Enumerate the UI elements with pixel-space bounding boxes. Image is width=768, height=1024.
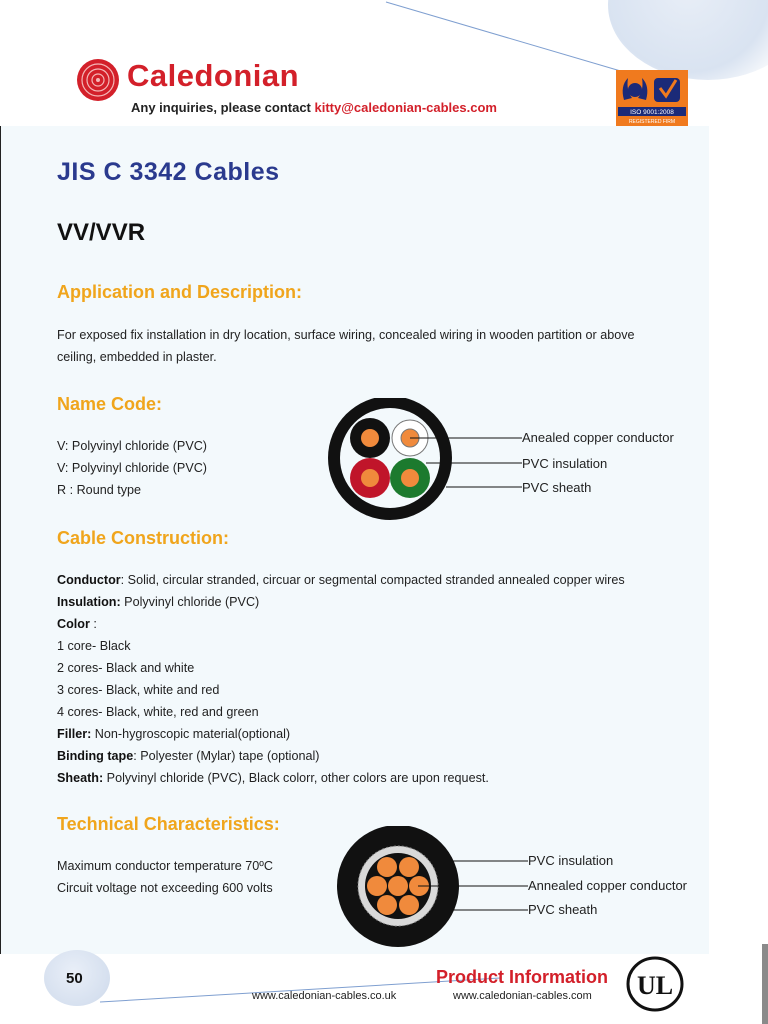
diagram-label-sheath: PVC sheath [522, 480, 592, 495]
diagram-label-conductor: Anealed copper conductor [522, 430, 674, 445]
ul-mark-text: UL [636, 971, 674, 1000]
insulation-row [57, 591, 625, 613]
diagram-label-insulation: PVC insulation [522, 456, 608, 471]
application-heading: Application and Description: [57, 282, 303, 302]
sheath-label: Sheath: [57, 771, 104, 785]
page-number: 50 [66, 970, 83, 987]
name-code-item: V: Polyvinyl chloride (PVC) [57, 461, 208, 475]
conductor-text: : Solid, circular stranded, circuar or segmental compacted stranded annealed copper wires [120, 573, 625, 587]
binding-label: Binding tape [57, 749, 134, 763]
sheath-row [57, 767, 625, 789]
construction-details [57, 569, 625, 789]
binding-text: : Polyester (Mylar) tape (optional) [133, 749, 320, 763]
technical-heading: Technical Characteristics: [57, 814, 280, 834]
color-label: Color [57, 617, 90, 631]
application-text [57, 324, 635, 368]
name-code-heading: Name Code: [57, 394, 163, 414]
conductor-row [57, 569, 625, 591]
color-option: 4 cores- Black, white, red and green [57, 705, 259, 719]
filler-row [57, 723, 625, 745]
contact-prefix: Any inquiries, please contact [131, 100, 315, 115]
name-code-item: R : Round type [57, 483, 142, 497]
insulation-label: Insulation: [57, 595, 121, 609]
filler-text: Non-hygroscopic material(optional) [91, 727, 291, 741]
iso-certification-badge [616, 70, 688, 126]
cable-cross-section-diagram [326, 398, 706, 520]
contact-email-link[interactable]: kitty@caledonian-cables.com [314, 100, 497, 115]
website-uk-link[interactable]: www.caledonian-cables.co.uk [252, 990, 397, 1002]
page-edge-tab [762, 944, 768, 1024]
ul-certification-icon [626, 956, 684, 1012]
construction-heading: Cable Construction: [57, 528, 230, 548]
contact-line [131, 100, 497, 115]
page-title: JIS C 3342 Cables [57, 158, 280, 186]
caledonian-logo-icon [76, 58, 120, 102]
diagram-label-insulation: PVC insulation [528, 853, 614, 868]
color-row [57, 613, 625, 635]
iso-sub-label: REGISTERED FIRM [628, 119, 676, 125]
product-subtitle: VV/VVR [57, 219, 146, 246]
conductor-label: Conductor [57, 573, 121, 587]
color-option: 1 core- Black [57, 639, 131, 653]
application-line: ceiling, embedded in plaster. [57, 350, 217, 364]
insulation-text: Polyvinyl chloride (PVC) [120, 595, 260, 609]
diagram-label-conductor: Annealed copper conductor [528, 878, 688, 893]
name-code-list [57, 435, 207, 501]
technical-list [57, 855, 273, 899]
technical-item: Maximum conductor temperature 70ºC [57, 859, 273, 873]
binding-row [57, 745, 625, 767]
diagram-label-sheath: PVC sheath [528, 902, 598, 917]
technical-item: Circuit voltage not exceeding 600 volts [57, 881, 273, 895]
iso-label: ISO 9001:2008 [630, 109, 674, 116]
brand-name: Caledonian [127, 58, 300, 93]
name-code-item: V: Polyvinyl chloride (PVC) [57, 439, 208, 453]
color-text: : [89, 617, 97, 631]
sheath-inner [340, 408, 440, 508]
website-com-link[interactable]: www.caledonian-cables.com [453, 990, 592, 1002]
color-option: 2 cores- Black and white [57, 661, 195, 675]
product-information-label: Product Information [436, 967, 608, 987]
sheath-text: Polyvinyl chloride (PVC), Black colorr, other colors are upon request. [103, 771, 489, 785]
application-line: For exposed fix installation in dry location, surface wiring, concealed wiring in wooden partition or above [57, 328, 635, 342]
color-option: 3 cores- Black, white and red [57, 683, 220, 697]
filler-label: Filler: [57, 727, 92, 741]
stranded-cable-cross-section-diagram [336, 826, 716, 948]
